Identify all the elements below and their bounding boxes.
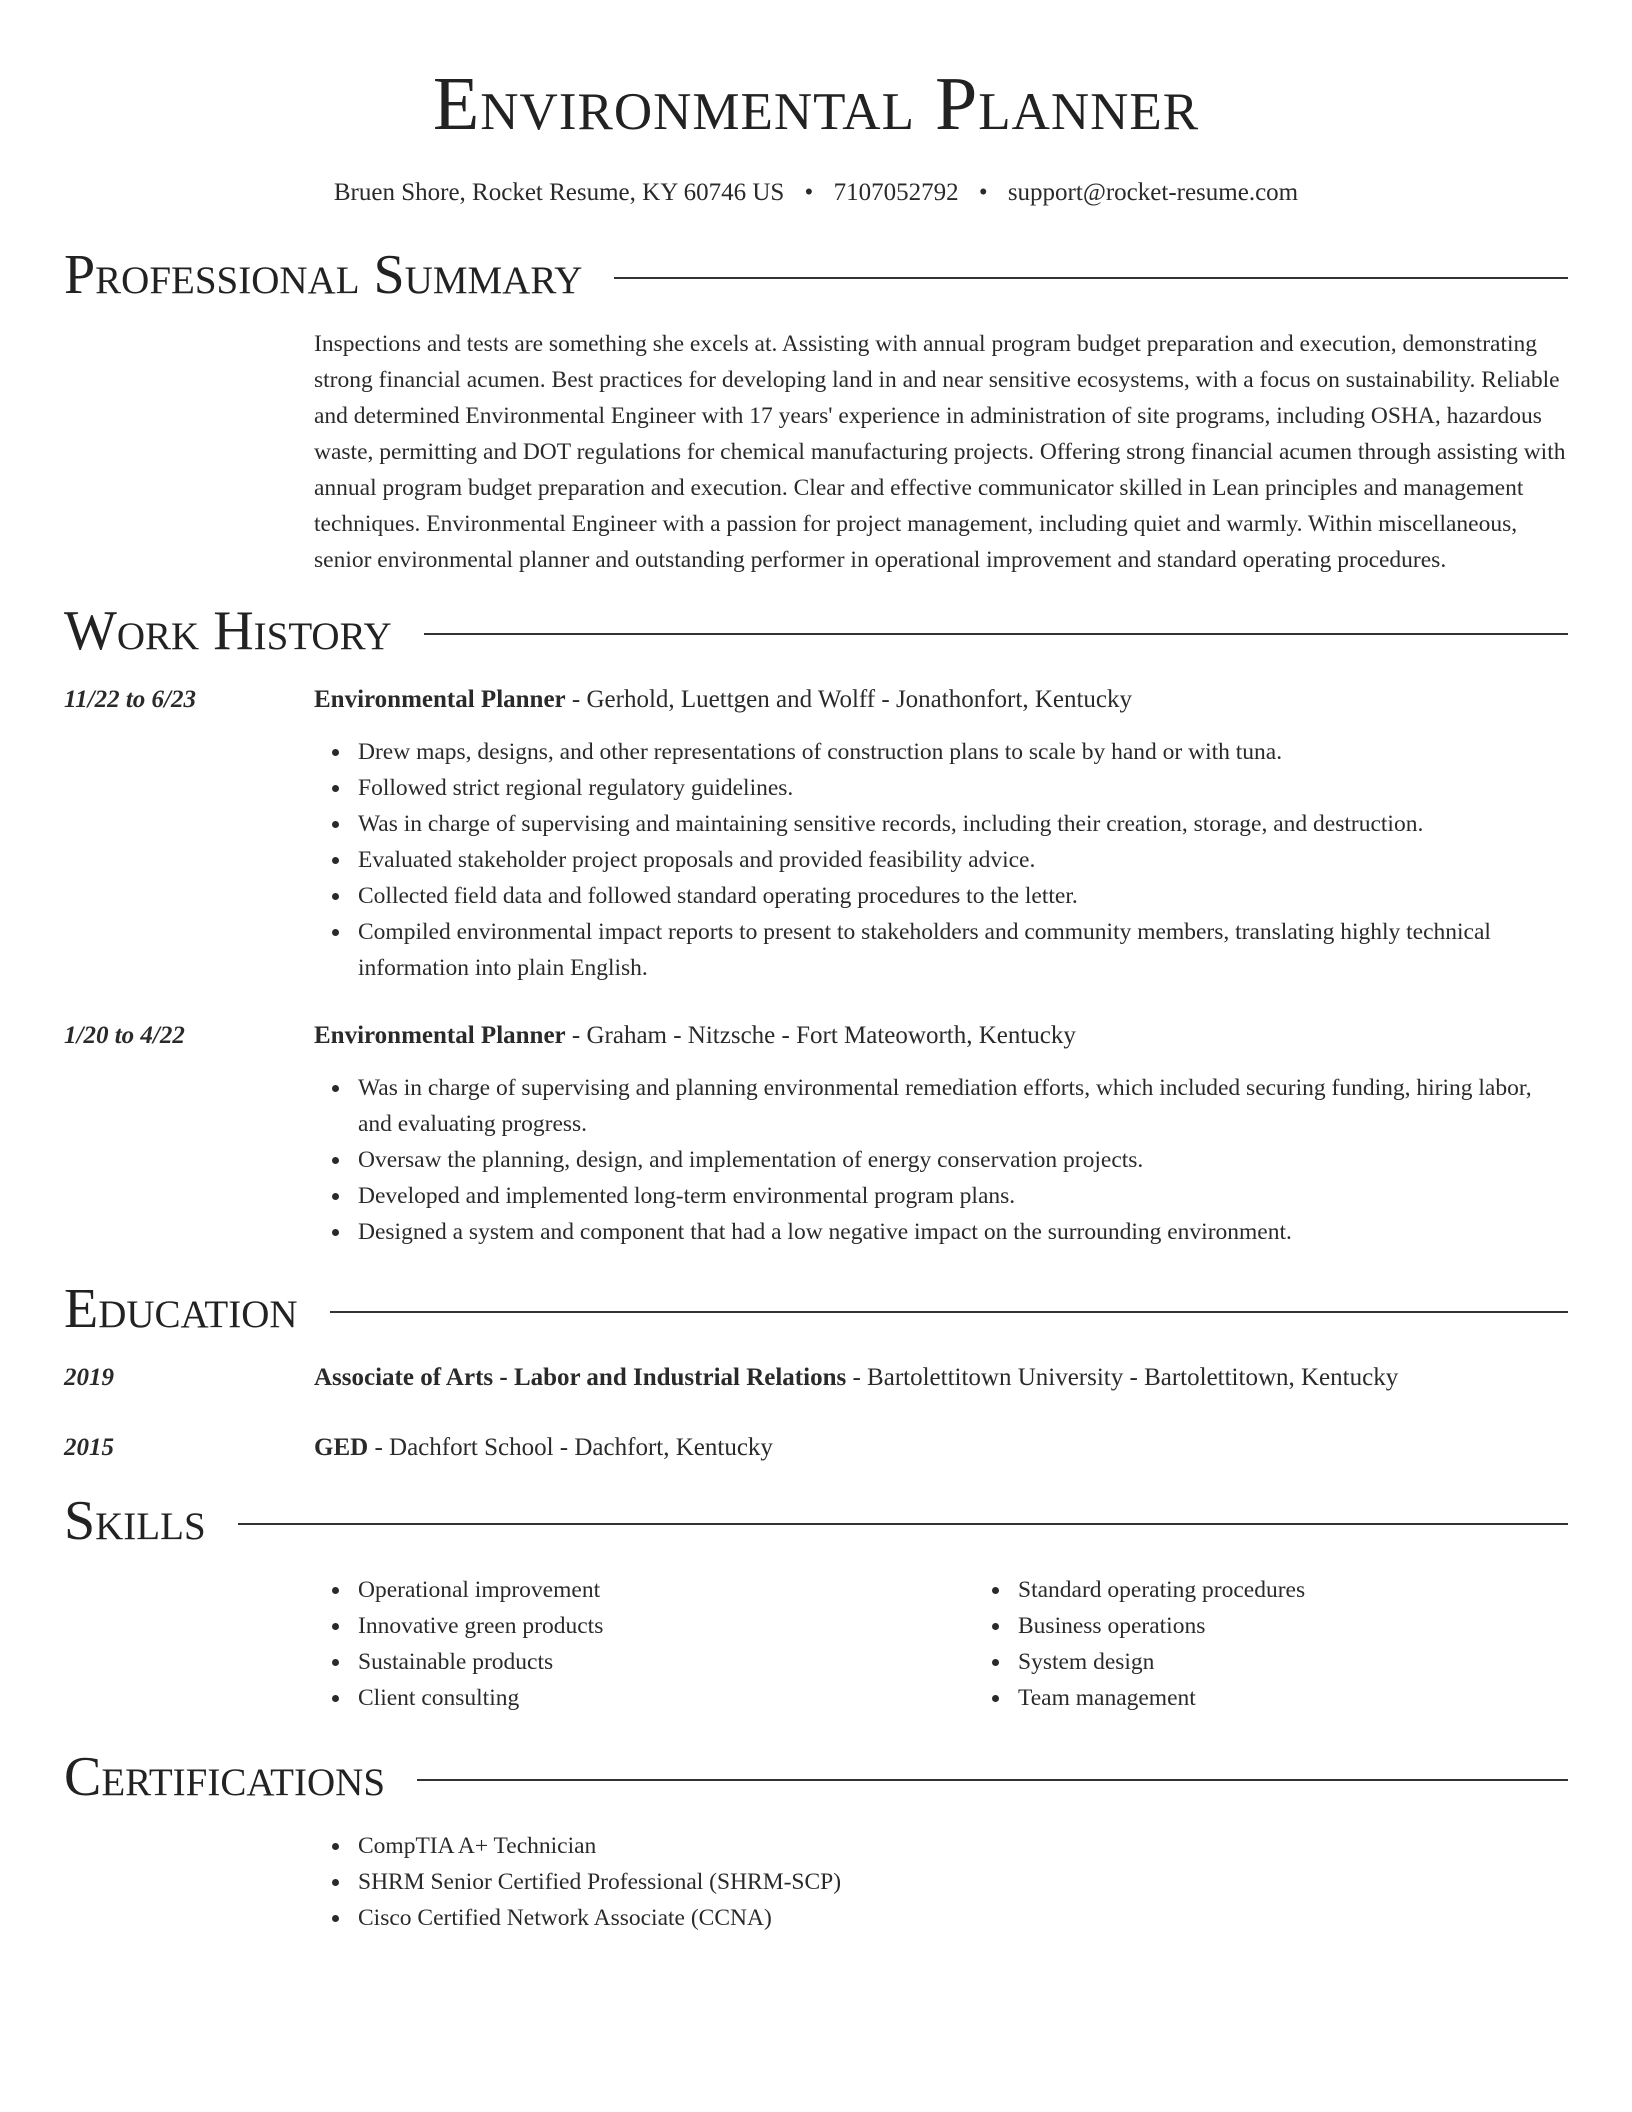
section-title-skills: Skills	[64, 1490, 206, 1552]
certifications-section	[64, 1828, 1568, 1936]
certification-item: Cisco Certified Network Associate (CCNA)	[358, 1900, 1568, 1936]
skill-item: Sustainable products	[358, 1644, 974, 1680]
section-divider	[238, 1523, 1568, 1525]
skills-section	[64, 1572, 1568, 1716]
summary-text: Inspections and tests are something she excels at. Assisting with annual program budget preparation and execution, demonstrating strong financial acumen. Best practices for developing land in and near sensitive ecosystems, with a focus on sustainability. Reliable and determined Environmental Engineer with 17 years' experience in administration of site programs, including OSHA, hazardous waste, permitting and DOT regulations for chemical manufacturing projects. Offering strong financial acumen through assisting with annual program budget preparation and execution. Clear and effective communicator skilled in Lean principles and management techniques. Environmental Engineer with a passion for project management, including quiet and warmly. Within miscellaneous, senior environmental planner and outstanding performer in operational improvement and standard operating procedures.	[314, 331, 1566, 573]
skill-item: Innovative green products	[358, 1608, 974, 1644]
section-divider	[614, 277, 1568, 279]
education-year: 2015	[64, 1434, 114, 1461]
job-entry	[64, 682, 1568, 986]
summary-section-header	[64, 240, 1568, 310]
list-item: Was in charge of supervising and planning environmental remediation efforts, which included securing funding, hiring labor, and evaluating progress.	[358, 1070, 1568, 1142]
contact-separator: •	[804, 179, 814, 206]
skills-section-header	[64, 1486, 1568, 1556]
education-degree: GED	[314, 1434, 369, 1461]
contact-address: Bruen Shore, Rocket Resume, KY 60746 US	[333, 179, 785, 206]
work-section-header	[64, 596, 1568, 666]
education-section-header	[64, 1274, 1568, 1344]
skill-item: Client consulting	[358, 1680, 974, 1716]
education-entry	[64, 1360, 1568, 1396]
education-school: - Bartolettitown University - Bartolettitown, Kentucky	[846, 1364, 1399, 1391]
list-item: Collected field data and followed standard operating procedures to the letter.	[358, 878, 1568, 914]
contact-phone: 7107052792	[833, 179, 959, 206]
list-item: Designed a system and component that had a low negative impact on the surrounding environment.	[358, 1214, 1568, 1250]
job-title: Environmental Planner	[314, 686, 566, 713]
section-title-education: Education	[64, 1278, 298, 1340]
section-title-certifications: Certifications	[64, 1746, 386, 1808]
skill-item: System design	[1018, 1644, 1632, 1680]
job-heading	[314, 682, 1568, 718]
certifications-section-header	[64, 1742, 1568, 1812]
education-year: 2019	[64, 1364, 114, 1391]
skill-item: Business operations	[1018, 1608, 1632, 1644]
certification-item: SHRM Senior Certified Professional (SHRM-SCP)	[358, 1864, 1568, 1900]
list-item: Evaluated stakeholder project proposals and provided feasibility advice.	[358, 842, 1568, 878]
job-title: Environmental Planner	[314, 1022, 566, 1049]
list-item: Developed and implemented long-term environmental program plans.	[358, 1178, 1568, 1214]
job-employer: - Graham - Nitzsche - Fort Mateoworth, Kentucky	[565, 1022, 1076, 1049]
summary-section	[64, 326, 1568, 578]
list-item: Drew maps, designs, and other representations of construction plans to scale by hand or with tuna.	[358, 734, 1568, 770]
section-divider	[424, 633, 1568, 635]
section-divider	[330, 1311, 1568, 1313]
list-item: Followed strict regional regulatory guidelines.	[358, 770, 1568, 806]
summary-spacer	[64, 326, 314, 578]
job-dates: 11/22 to 6/23	[64, 686, 196, 713]
certifications-spacer	[64, 1828, 314, 1936]
job-dates: 1/20 to 4/22	[64, 1022, 185, 1049]
skill-item: Team management	[1018, 1680, 1632, 1716]
skills-spacer	[64, 1572, 314, 1716]
skills-list-left	[314, 1572, 974, 1716]
list-item: Oversaw the planning, design, and implementation of energy conservation projects.	[358, 1142, 1568, 1178]
job-employer: - Gerhold, Luettgen and Wolff - Jonathonfort, Kentucky	[565, 686, 1133, 713]
skills-list-right	[974, 1572, 1632, 1716]
job-duties-list	[314, 734, 1568, 986]
education-school: - Dachfort School - Dachfort, Kentucky	[368, 1434, 773, 1461]
job-heading	[314, 1018, 1568, 1054]
education-entry	[64, 1430, 1568, 1466]
skill-item: Operational improvement	[358, 1572, 974, 1608]
job-entry	[64, 1018, 1568, 1250]
section-title-summary: Professional Summary	[64, 244, 583, 306]
section-title-work: Work History	[64, 600, 392, 662]
candidate-name: Environmental Planner	[432, 62, 1200, 146]
contact-line	[64, 176, 1568, 210]
contact-separator: •	[978, 179, 988, 206]
certification-item: CompTIA A+ Technician	[358, 1828, 1568, 1864]
skill-item: Standard operating procedures	[1018, 1572, 1632, 1608]
list-item: Compiled environmental impact reports to present to stakeholders and community members, translating highly technical information into plain English.	[358, 914, 1568, 986]
contact-email: support@rocket-resume.com	[1007, 179, 1299, 206]
list-item: Was in charge of supervising and maintaining sensitive records, including their creation, storage, and destruction.	[358, 806, 1568, 842]
education-degree: Associate of Arts - Labor and Industrial Relations	[314, 1364, 847, 1391]
section-divider	[417, 1779, 1568, 1781]
job-duties-list	[314, 1070, 1568, 1250]
certifications-list	[314, 1828, 1568, 1936]
